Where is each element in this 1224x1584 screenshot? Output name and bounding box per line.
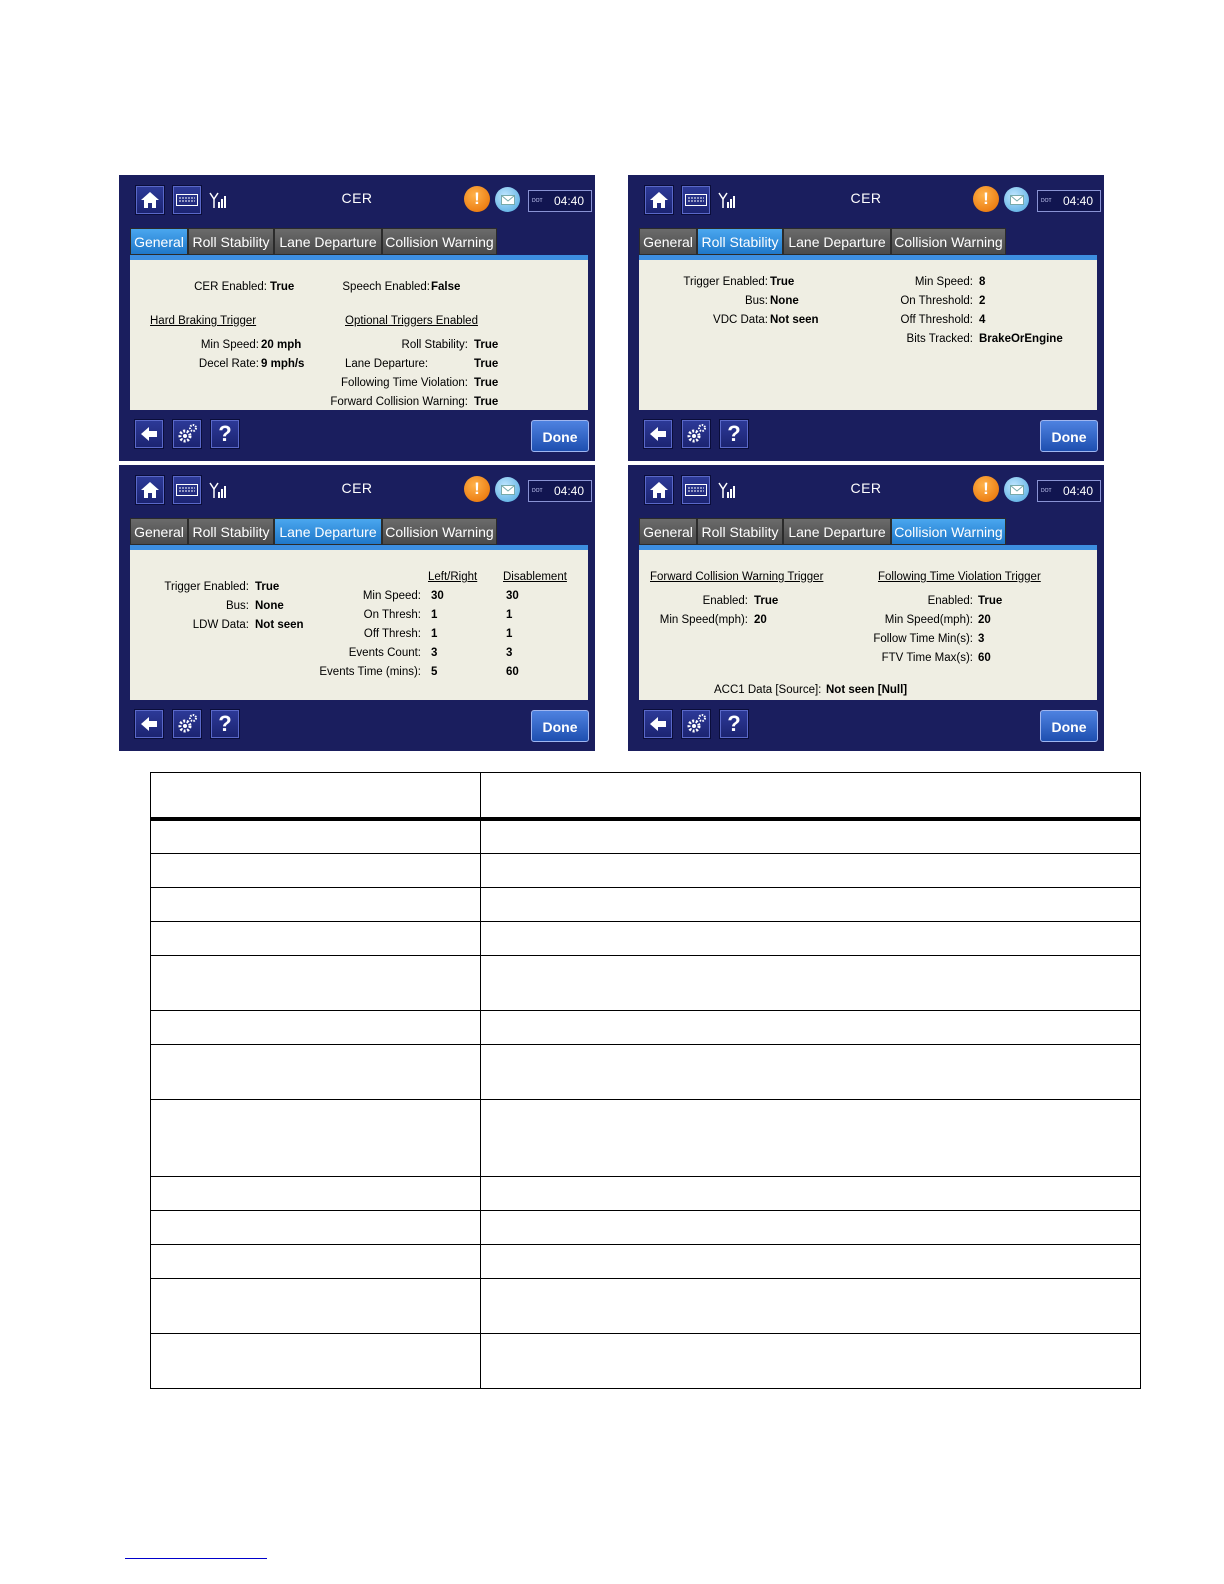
ldw-data-label: LDW Data:	[192, 619, 249, 631]
cer-enabled-label: CER Enabled:	[194, 281, 267, 293]
table-cell	[151, 1210, 481, 1244]
min-speed-value: 20 mph	[261, 339, 302, 351]
lane-departure-label: Lane Departure:	[345, 358, 429, 370]
table-row	[151, 1278, 1141, 1333]
question-icon: ?	[727, 421, 741, 446]
screen-title: CER	[341, 480, 373, 496]
dot-label: DOT	[532, 198, 543, 204]
on-threshold-label: On Threshold:	[900, 295, 973, 307]
tab-collision-warning[interactable]: Collision Warning	[891, 228, 1006, 255]
screen-title: CER	[850, 190, 882, 206]
optional-triggers-heading: Optional Triggers Enabled	[345, 315, 478, 327]
cer-screen-lane-departure	[119, 465, 595, 751]
table-cell	[151, 1044, 481, 1099]
table-cell	[151, 887, 481, 921]
question-icon: ?	[218, 711, 232, 736]
dot-label: DOT	[1041, 488, 1052, 494]
off-threshold-value: 4	[979, 314, 986, 326]
clock-display	[528, 480, 592, 502]
back-button[interactable]	[134, 709, 164, 739]
table-cell	[151, 1099, 481, 1176]
cer-screen-collision-warning	[628, 465, 1104, 751]
ftv-enabled-value: True	[978, 595, 1003, 607]
tab-general[interactable]: General	[130, 518, 188, 545]
ftv-enabled-label: Enabled:	[927, 595, 973, 607]
settings-button[interactable]	[681, 419, 711, 449]
tab-collision-warning[interactable]: Collision Warning	[382, 228, 497, 255]
settings-button[interactable]	[681, 709, 711, 739]
clock-time: 04:40	[1063, 484, 1094, 498]
help-button[interactable]	[719, 709, 749, 739]
fcw-trigger-heading: Forward Collision Warning Trigger	[650, 571, 824, 583]
lane-row-label: Events Count:	[348, 647, 421, 659]
tab-lane-departure[interactable]: Lane Departure	[274, 228, 382, 255]
ftv-value: True	[474, 377, 499, 389]
table-cell	[481, 955, 1141, 1010]
fcw-enabled-value: True	[754, 595, 779, 607]
tab-collision-warning[interactable]: Collision Warning	[891, 518, 1006, 545]
bottom-bar	[628, 415, 1104, 461]
table-header-row	[151, 773, 1141, 820]
table-cell	[481, 1099, 1141, 1176]
speech-enabled-value: False	[431, 281, 461, 293]
bus-label: Bus:	[225, 600, 249, 612]
on-threshold-value: 2	[979, 295, 986, 307]
cer-screen-roll-stability	[628, 175, 1104, 461]
table-header-cell	[481, 773, 1141, 820]
table-cell	[151, 921, 481, 955]
acc1-data-label: ACC1 Data [Source]:	[714, 684, 822, 696]
mail-icon[interactable]	[1004, 477, 1029, 502]
off-threshold-label: Off Threshold:	[900, 314, 973, 326]
alert-icon[interactable]: !	[973, 186, 999, 212]
lane-row-left-right-value: 5	[431, 666, 438, 678]
ftv-min-speed-label: Min Speed(mph):	[884, 614, 973, 626]
clock-display	[1037, 480, 1101, 502]
trigger-enabled-value: True	[770, 276, 795, 288]
trigger-enabled-value: True	[255, 581, 280, 593]
tab-roll-stability[interactable]: Roll Stability	[188, 228, 274, 255]
gear-icon	[176, 713, 198, 735]
table-cell	[481, 1333, 1141, 1388]
clock-time: 04:40	[1063, 194, 1094, 208]
dot-label: DOT	[532, 488, 543, 494]
gear-icon	[685, 713, 707, 735]
lane-row-disablement-value: 30	[506, 590, 519, 602]
ftv-time-max-value: 60	[978, 652, 991, 664]
fcw-min-speed-label: Min Speed(mph):	[659, 614, 748, 626]
clock-display	[1037, 190, 1101, 212]
table-cell	[151, 1333, 481, 1388]
table-header-cell	[151, 773, 481, 820]
vdc-data-value: Not seen	[770, 314, 819, 326]
table-cell	[151, 1010, 481, 1044]
trigger-enabled-label: Trigger Enabled:	[164, 581, 249, 593]
table-row	[151, 819, 1141, 853]
back-button[interactable]	[643, 709, 673, 739]
general-panel	[130, 260, 588, 410]
settings-button[interactable]	[172, 419, 202, 449]
top-bar	[628, 175, 1104, 225]
alert-icon[interactable]: !	[464, 476, 490, 502]
table-cell	[481, 921, 1141, 955]
clock-display	[528, 190, 592, 212]
table-row	[151, 1010, 1141, 1044]
description-table	[150, 772, 1141, 1389]
table-cell	[481, 887, 1141, 921]
help-button[interactable]	[210, 709, 240, 739]
gear-icon	[176, 423, 198, 445]
settings-button[interactable]	[172, 709, 202, 739]
ftv-label: Following Time Violation:	[341, 377, 468, 389]
table-cell	[481, 1244, 1141, 1278]
alert-icon[interactable]: !	[464, 186, 490, 212]
disablement-header: Disablement	[503, 571, 567, 583]
mail-icon[interactable]	[495, 477, 520, 502]
lane-row-label: On Thresh:	[363, 609, 421, 621]
lane-row-left-right-value: 30	[431, 590, 444, 602]
table-row	[151, 1044, 1141, 1099]
lane-row-left-right-value: 1	[431, 628, 438, 640]
tab-roll-stability[interactable]: Roll Stability	[697, 518, 783, 545]
roll-stability-label: Roll Stability:	[401, 339, 468, 351]
table-cell	[151, 955, 481, 1010]
clock-time: 04:40	[554, 194, 585, 208]
ftv-min-speed-value: 20	[978, 614, 991, 626]
bottom-bar	[119, 415, 595, 461]
table-cell	[151, 1176, 481, 1210]
lane-departure-panel	[130, 550, 588, 700]
back-arrow-icon	[649, 716, 667, 732]
collision-warning-panel	[639, 550, 1097, 700]
done-button[interactable]: Done	[1040, 420, 1098, 452]
bus-value: None	[255, 600, 284, 612]
fcw-label: Forward Collision Warning:	[330, 396, 468, 408]
tab-roll-stability[interactable]: Roll Stability	[188, 518, 274, 545]
table-cell	[151, 819, 481, 853]
decel-rate-value: 9 mph/s	[261, 358, 305, 370]
back-arrow-icon	[140, 426, 158, 442]
table-cell	[151, 853, 481, 887]
back-button[interactable]	[134, 419, 164, 449]
ldw-data-value: Not seen	[255, 619, 304, 631]
lane-row-label: Min Speed:	[362, 590, 421, 602]
screen-title: CER	[850, 480, 882, 496]
tab-lane-departure[interactable]: Lane Departure	[783, 228, 891, 255]
lane-row-label: Off Thresh:	[363, 628, 421, 640]
lane-row-label: Events Time (mins):	[319, 666, 421, 678]
tab-lane-departure[interactable]: Lane Departure	[274, 518, 382, 545]
gear-icon	[685, 423, 707, 445]
ftv-trigger-heading: Following Time Violation Trigger	[878, 571, 1041, 583]
table-row	[151, 921, 1141, 955]
table-row	[151, 1333, 1141, 1388]
table-row	[151, 955, 1141, 1010]
fcw-value: True	[474, 396, 499, 408]
tab-general[interactable]: General	[639, 228, 697, 255]
bottom-bar	[119, 705, 595, 751]
screen-title: CER	[341, 190, 373, 206]
acc1-data-value: Not seen [Null]	[826, 684, 908, 696]
alert-icon[interactable]: !	[973, 476, 999, 502]
bottom-bar	[628, 705, 1104, 751]
tab-lane-departure[interactable]: Lane Departure	[783, 518, 891, 545]
table-cell	[481, 1278, 1141, 1333]
help-button[interactable]	[719, 419, 749, 449]
min-speed-label: Min Speed:	[200, 339, 259, 351]
follow-time-min-value: 3	[978, 633, 985, 645]
tab-roll-stability[interactable]: Roll Stability	[697, 228, 783, 255]
footnote-rule	[125, 1558, 267, 1559]
min-speed-label: Min Speed:	[914, 276, 973, 288]
question-icon: ?	[218, 421, 232, 446]
bits-tracked-value: BrakeOrEngine	[979, 333, 1063, 345]
top-bar	[119, 175, 595, 225]
help-button[interactable]	[210, 419, 240, 449]
top-bar	[628, 465, 1104, 515]
table-cell	[481, 1044, 1141, 1099]
min-speed-value: 8	[979, 276, 986, 288]
table-row	[151, 1176, 1141, 1210]
lane-row-disablement-value: 3	[506, 647, 513, 659]
follow-time-min-label: Follow Time Min(s):	[873, 633, 973, 645]
lane-row-left-right-value: 3	[431, 647, 438, 659]
back-arrow-icon	[649, 426, 667, 442]
back-arrow-icon	[140, 716, 158, 732]
roll-stability-panel	[639, 260, 1097, 410]
table-cell	[151, 1278, 481, 1333]
tab-general[interactable]: General	[639, 518, 697, 545]
top-bar	[119, 465, 595, 515]
back-button[interactable]	[643, 419, 673, 449]
ftv-time-max-label: FTV Time Max(s):	[881, 652, 973, 664]
decel-rate-label: Decel Rate:	[198, 358, 259, 370]
bus-label: Bus:	[744, 295, 768, 307]
table-cell	[151, 1244, 481, 1278]
hard-braking-heading: Hard Braking Trigger	[150, 315, 257, 327]
dot-label: DOT	[1041, 198, 1052, 204]
table-body	[151, 819, 1141, 1388]
bus-value: None	[770, 295, 799, 307]
lane-row-left-right-value: 1	[431, 609, 438, 621]
question-icon: ?	[727, 711, 741, 736]
table-cell	[481, 1176, 1141, 1210]
tab-general[interactable]: General	[130, 228, 188, 255]
table-row	[151, 853, 1141, 887]
cer-screen-general	[119, 175, 595, 461]
done-button[interactable]: Done	[531, 420, 589, 452]
table-cell	[481, 819, 1141, 853]
mail-icon[interactable]	[1004, 187, 1029, 212]
bits-tracked-label: Bits Tracked:	[906, 333, 973, 345]
left-right-header: Left/Right	[428, 571, 478, 583]
clock-time: 04:40	[554, 484, 585, 498]
fcw-min-speed-value: 20	[754, 614, 767, 626]
lane-row-disablement-value: 1	[506, 628, 513, 640]
table-row	[151, 1099, 1141, 1176]
table-row	[151, 887, 1141, 921]
tab-collision-warning[interactable]: Collision Warning	[382, 518, 497, 545]
done-button[interactable]: Done	[1040, 710, 1098, 742]
roll-stability-value: True	[474, 339, 499, 351]
mail-icon[interactable]	[495, 187, 520, 212]
lane-row-disablement-value: 60	[506, 666, 519, 678]
fcw-enabled-label: Enabled:	[702, 595, 748, 607]
speech-enabled-label: Speech Enabled:	[342, 281, 430, 293]
table-cell	[481, 1010, 1141, 1044]
lane-departure-value: True	[474, 358, 499, 370]
trigger-enabled-label: Trigger Enabled:	[683, 276, 768, 288]
vdc-data-label: VDC Data:	[713, 314, 768, 326]
table-row	[151, 1210, 1141, 1244]
lane-row-disablement-value: 1	[506, 609, 513, 621]
table-cell	[481, 853, 1141, 887]
table-cell	[481, 1210, 1141, 1244]
done-button[interactable]: Done	[531, 710, 589, 742]
table-row	[151, 1244, 1141, 1278]
cer-enabled-value: True	[270, 281, 295, 293]
